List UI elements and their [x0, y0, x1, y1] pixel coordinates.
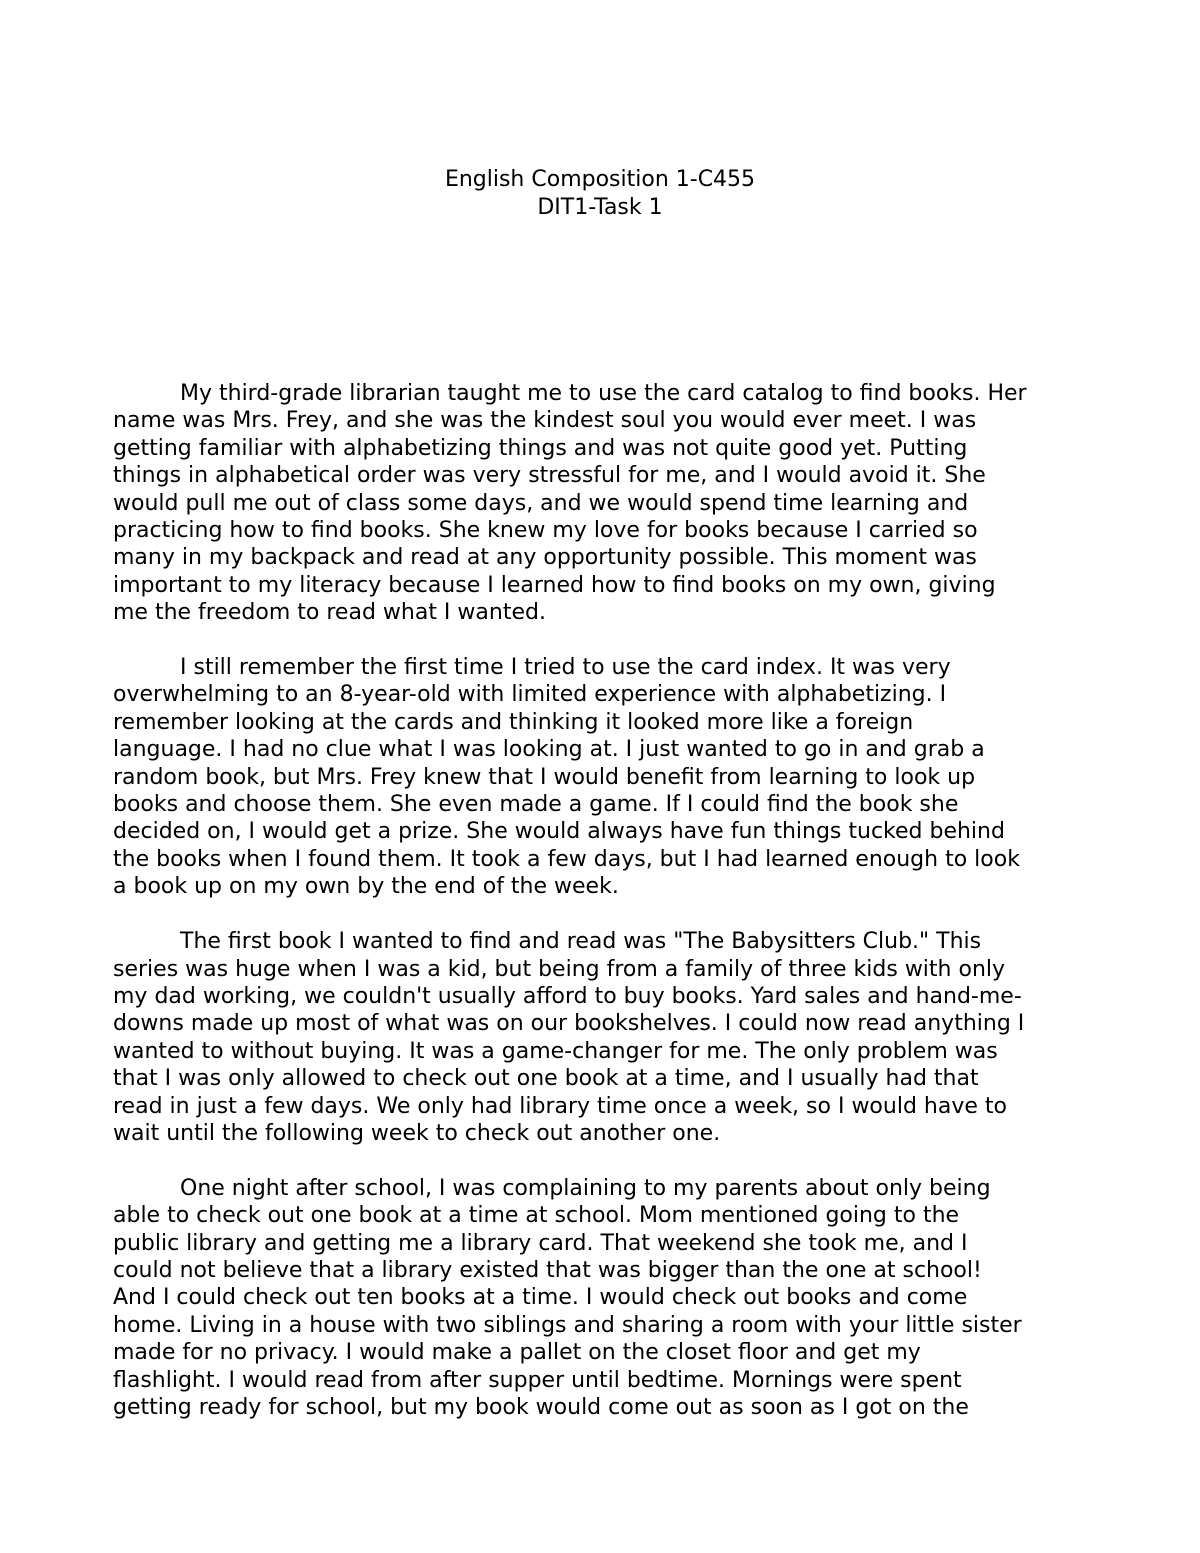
paragraph-line: my dad working, we couldn't usually afford to buy books. Yard sales and hand-me-	[113, 983, 1022, 1009]
paragraph-line: a book up on my own by the end of the week.	[113, 874, 619, 900]
paragraph-line: the books when I found them. It took a few days, but I had learned enough to look	[113, 846, 1020, 872]
paragraph-line: that I was only allowed to check out one book at a time, and I usually had that	[113, 1066, 979, 1092]
paragraph-line: remember looking at the cards and thinking it looked more like a foreign	[113, 709, 914, 735]
paragraph-line: getting ready for school, but my book would come out as soon as I got on the	[113, 1394, 969, 1420]
paragraph-line: home. Living in a house with two siblings and sharing a room with your little sister	[113, 1312, 1022, 1338]
course-title: English Composition 1-C455	[444, 167, 756, 192]
paragraph-line: The first book I wanted to find and read was "The Babysitters Club." This	[180, 929, 982, 955]
paragraph-line: many in my backpack and read at any opportunity possible. This moment was	[113, 545, 977, 571]
paragraph-line: able to check out one book at a time at school. Mom mentioned going to the	[113, 1203, 960, 1229]
document-header	[0, 166, 1200, 221]
paragraph-line: practicing how to find books. She knew my love for books because I carried so	[113, 518, 978, 544]
paragraph-line: series was huge when I was a kid, but being from a family of three kids with only	[113, 956, 1006, 982]
paragraph-line: One night after school, I was complaining to my parents about only being	[180, 1175, 991, 1201]
essay-paragraph	[113, 654, 1100, 901]
paragraph-line: flashlight. I would read from after supper until bedtime. Mornings were spent	[113, 1367, 962, 1393]
paragraph-line: important to my literacy because I learned how to find books on my own, giving	[113, 572, 996, 598]
paragraph-line: decided on, I would get a prize. She would always have fun things tucked behind	[113, 819, 1005, 845]
paragraph-line: books and choose them. She even made a game. If I could find the book she	[113, 792, 959, 818]
paragraph-line: And I could check out ten books at a time. I would check out books and come	[113, 1285, 968, 1311]
paragraph-line: overwhelming to an 8-year-old with limited experience with alphabetizing. I	[113, 682, 947, 708]
paragraph-line: could not believe that a library existed that was bigger than the one at school!	[113, 1257, 982, 1283]
paragraph-line: wait until the following week to check out another one.	[113, 1120, 721, 1146]
paragraph-line: I still remember the first time I tried to use the card index. It was very	[180, 655, 951, 681]
paragraph-line: would pull me out of class some days, and we would spend time learning and	[113, 490, 969, 516]
paragraph-line: read in just a few days. We only had library time once a week, so I would have to	[113, 1093, 1007, 1119]
paragraph-line: me the freedom to read what I wanted.	[113, 600, 546, 626]
essay-paragraph	[113, 928, 1100, 1147]
paragraph-line: My third-grade librarian taught me to use the card catalog to find books. Her	[180, 381, 1027, 406]
paragraph-line: random book, but Mrs. Frey knew that I would benefit from learning to look up	[113, 764, 976, 790]
task-title: DIT1-Task 1	[537, 194, 663, 220]
paragraph-line: language. I had no clue what I was looking at. I just wanted to go in and grab a	[113, 737, 985, 763]
paragraph-line: things in alphabetical order was very stressful for me, and I would avoid it. She	[113, 463, 986, 489]
paragraph-line: wanted to without buying. It was a game-changer for me. The only problem was	[113, 1038, 998, 1064]
essay-paragraph	[113, 380, 1100, 627]
essay-paragraph	[113, 1175, 1100, 1422]
paragraph-line: made for no privacy. I would make a pallet on the closet floor and get my	[113, 1340, 921, 1366]
essay-body	[113, 380, 1100, 1449]
paragraph-line: getting familiar with alphabetizing things and was not quite good yet. Putting	[113, 435, 968, 461]
paragraph-line: downs made up most of what was on our bookshelves. I could now read anything I	[113, 1011, 1025, 1037]
paragraph-line: name was Mrs. Frey, and she was the kindest soul you would ever meet. I was	[113, 408, 977, 434]
paragraph-line: public library and getting me a library card. That weekend she took me, and I	[113, 1230, 968, 1256]
